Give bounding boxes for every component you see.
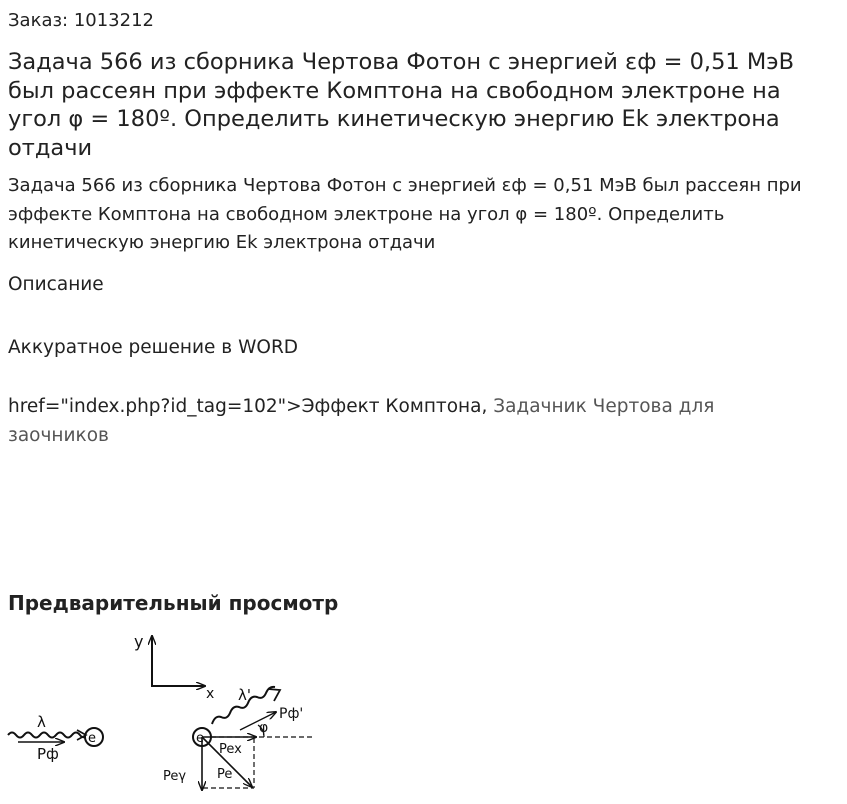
p-ey-label: Peγ xyxy=(163,769,187,784)
electron-label-after: e xyxy=(196,731,204,746)
lambda-scattered-label: λ' xyxy=(238,686,252,704)
axis-x-label: x xyxy=(206,686,215,702)
incident-photon xyxy=(8,713,86,763)
tags-prefix: href="index.php?id_tag=102">Эффект Комптона, xyxy=(8,396,494,417)
p-ex-label: Pex xyxy=(219,742,242,757)
page-title: Задача 566 из сборника Чертова Фотон с энергией εф = 0,51 МэВ был рассеян при эффекте Комптона на свободном электроне на угол φ = 180º. Определить кинетическую энергию Ek электрона отдачи xyxy=(8,49,795,161)
incident-wave xyxy=(8,733,85,738)
p-photon-label: Pф xyxy=(37,745,59,763)
task-summary: Задача 566 из сборника Чертова Фотон с энергией εф = 0,51 МэВ был рассеян при эффекте Комптона на свободном электроне на угол φ = 180º. Определить кинетическую энергию Ek электрона отдачи xyxy=(8,175,802,253)
preview-heading: Предварительный просмотр xyxy=(8,591,339,615)
lambda-incident-label: λ xyxy=(37,713,46,731)
tags-line xyxy=(8,392,768,450)
tag-link-chertov[interactable]: Задачник Чертова для заочников xyxy=(8,396,715,446)
scattering-scene xyxy=(163,686,315,790)
coordinate-axes xyxy=(134,632,214,702)
p-e-label: Pe xyxy=(217,767,233,782)
description-heading: Описание xyxy=(8,274,104,295)
scattered-wave-arrowhead xyxy=(268,689,280,701)
axis-y-label: y xyxy=(134,632,144,651)
order-number: Заказ: 1013212 xyxy=(8,10,154,31)
electron-before xyxy=(85,728,103,746)
p-photon-scattered-label: Pф' xyxy=(279,706,304,722)
electron-label: e xyxy=(88,731,96,746)
angle-label: φ xyxy=(259,720,269,736)
preview-diagram xyxy=(0,626,330,802)
scattered-momentum-arrow xyxy=(240,712,276,730)
solution-note: Аккуратное решение в WORD xyxy=(8,337,299,358)
